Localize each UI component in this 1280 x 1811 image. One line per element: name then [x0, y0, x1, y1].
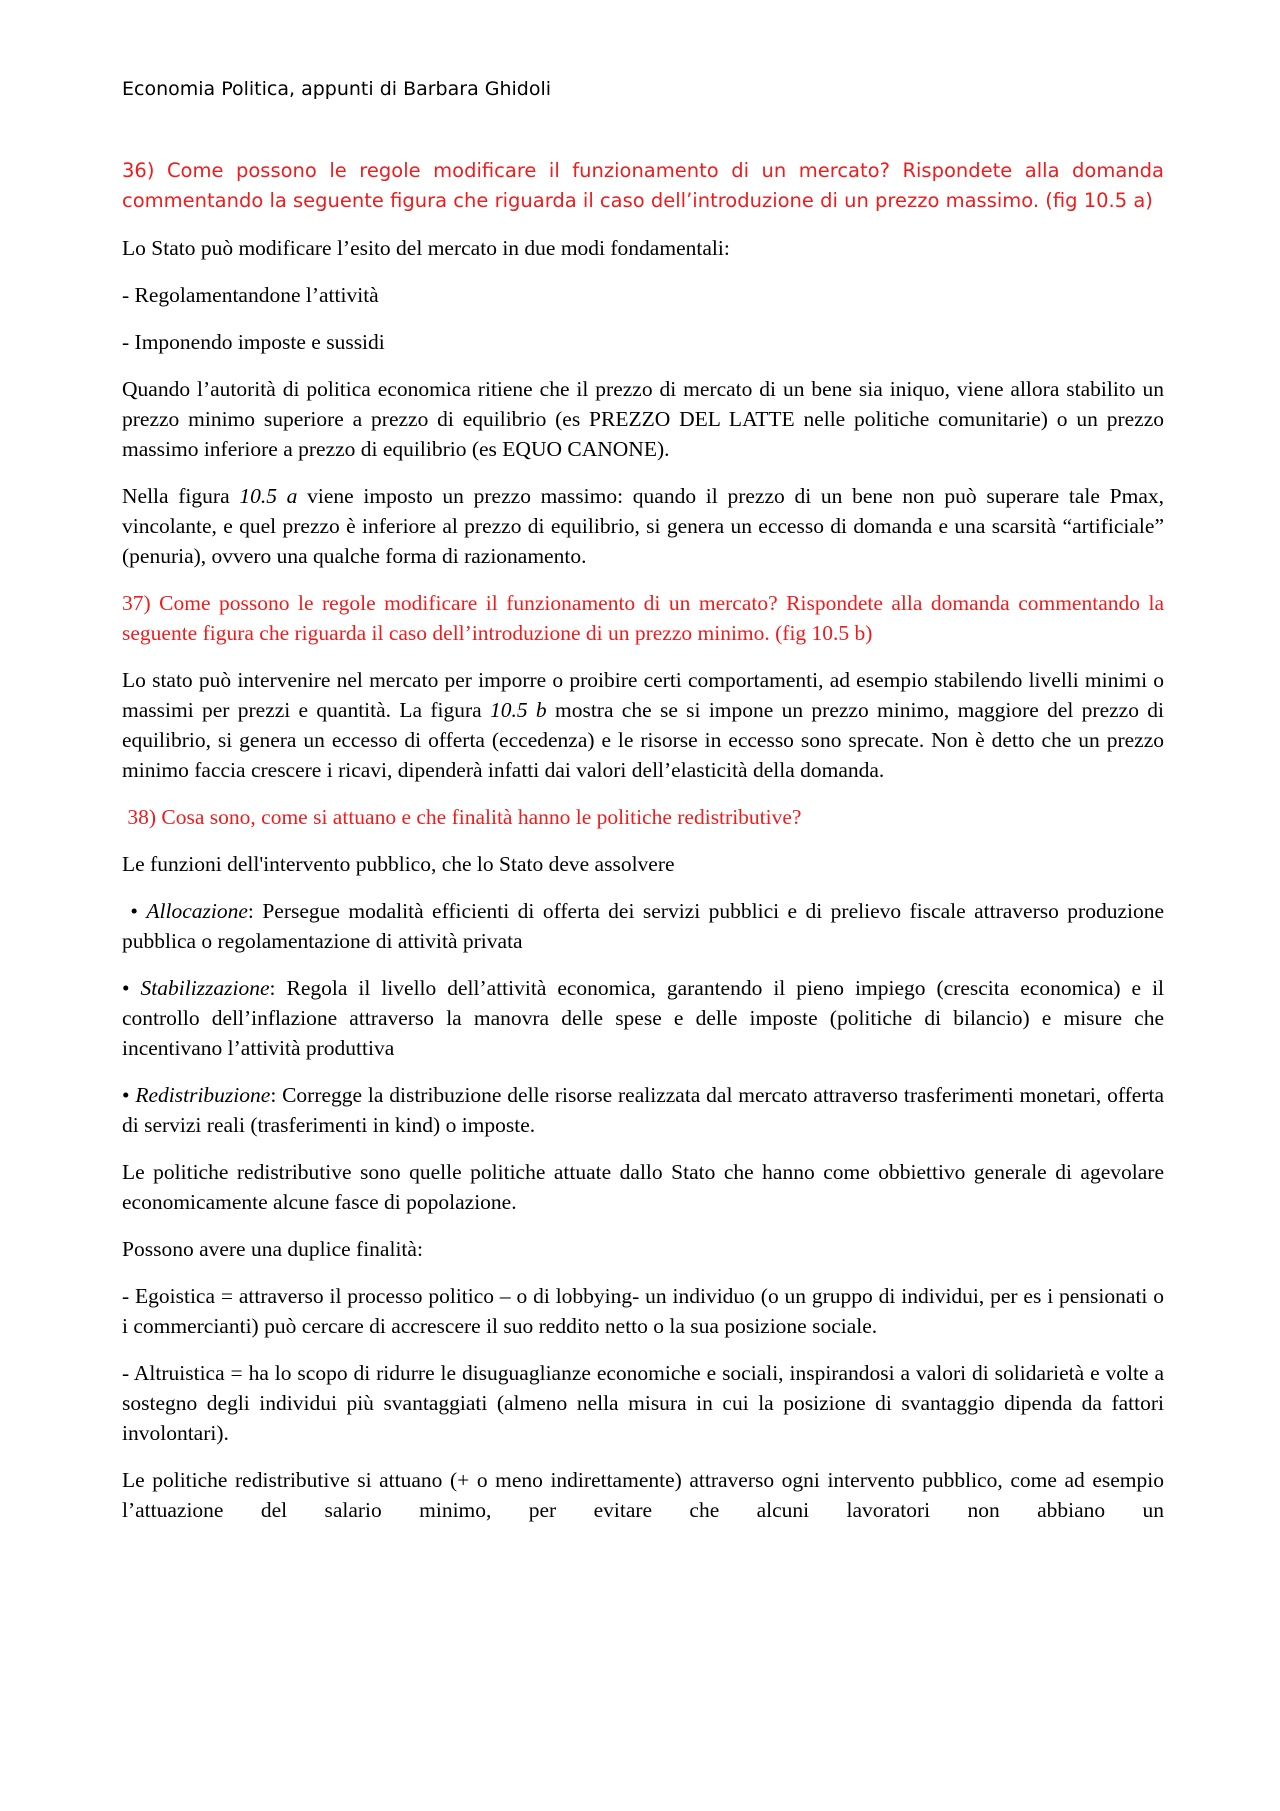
bullet: •: [122, 899, 147, 923]
finalita-altruistica: - Altruistica = ha lo scopo di ridurre le disuguaglianze economiche e sociali, inspirandosi a valori di solidarietà e volte a sostegno degli individui più svantaggiati (almeno nella misura in cui la posizione di svantaggio dipenda da fattori involontari).: [122, 1361, 1164, 1445]
term-allocazione: Allocazione: [146, 899, 248, 923]
function-redistribuzione: • Redistribuzione: Corregge la distribuzione delle risorse realizzata dal mercato attraverso trasferimenti monetari, offerta di servizi reali (trasferimenti in kind) o imposte.: [122, 1083, 1164, 1137]
figure-ref-10-5-a: 10.5 a: [239, 484, 298, 508]
answer-38-finalita-intro: Possono avere una duplice finalità:: [122, 1237, 423, 1261]
finalita-egoistica: - Egoistica = attraverso il processo politico – o di lobbying- un individuo (o un gruppo di individui, per es i pensionati o i commercianti) può cercare di accrescere il suo reddito netto o la sua posizione sociale.: [122, 1284, 1164, 1338]
answer-36-paragraph: Quando l’autorità di politica economica ritiene che il prezzo di mercato di un bene sia iniquo, viene allora stabilito un prezzo minimo superiore a prezzo di equilibrio (es PREZZO DEL LATTE nelle politiche comunitarie) o un prezzo massimo inferiore a prezzo di equilibrio (es EQUO CANONE).: [122, 377, 1164, 461]
term-redistribuzione: Redistribuzione: [135, 1083, 271, 1107]
function-allocazione: • Allocazione: Persegue modalità efficienti di offerta dei servizi pubblici e di prelievo fiscale attraverso produzione pubblica o regolamentazione di attività privata: [122, 899, 1165, 953]
term-stabilizzazione: Stabilizzazione: [140, 976, 270, 1000]
page-header: Economia Politica, appunti di Barbara Ghidoli: [122, 78, 552, 100]
answer-36-intro: Lo Stato può modificare l’esito del mercato in due modi fondamentali:: [122, 236, 730, 260]
bullet: •: [122, 1083, 136, 1107]
question-37: 37) Come possono le regole modificare il funzionamento di un mercato? Rispondete alla domanda commentando la seguente figura che riguarda il caso dell’introduzione di un prezzo minimo. (fig 10.5 b): [122, 591, 1164, 645]
document-body: [122, 156, 1164, 1542]
answer-38-attuazione: Le politiche redistributive si attuano (+ o meno indirettamente) attraverso ogni intervento pubblico, come ad esempio l’attuazione del salario minimo, per evitare che alcuni lavoratori non abbiano un: [122, 1468, 1164, 1522]
answer-38-intro: Le funzioni dell'intervento pubblico, che lo Stato deve assolvere: [122, 852, 675, 876]
figure-ref-10-5-b: 10.5 b: [489, 698, 547, 722]
function-stabilizzazione: • Stabilizzazione: Regola il livello dell’attività economica, garantendo il pieno impiego (crescita economica) e il controllo dell’inflazione attraverso la manovra delle spese e delle imposte (politiche di bilancio) e misure che incentivano l’attività produttiva: [122, 976, 1165, 1060]
answer-36-item-2: - Imponendo imposte e sussidi: [122, 330, 385, 354]
answer-36-figure-paragraph: Nella figura 10.5 a viene imposto un prezzo massimo: quando il prezzo di un bene non può superare tale Pmax, vincolante, e quel prezzo è inferiore al prezzo di equilibrio, si genera un eccesso di domanda e una scarsità “artificiale” (penuria), ovvero una qualche forma di razionamento.: [122, 484, 1164, 568]
answer-37-paragraph: Lo stato può intervenire nel mercato per imporre o proibire certi comportamenti, ad esempio stabilendo livelli minimi o massimi per prezzi e quantità. La figura 10.5 b mostra che se si impone un prezzo minimo, maggiore del prezzo di equilibrio, si genera un eccesso di offerta (eccedenza) e le risorse in eccesso sono sprecate. Non è detto che un prezzo minimo faccia crescere i ricavi, dipenderà infatti dai valori dell’elasticità della domanda.: [122, 668, 1164, 782]
question-38: 38) Cosa sono, come si attuano e che finalità hanno le politiche redistributive?: [122, 805, 802, 829]
answer-38-definition: Le politiche redistributive sono quelle politiche attuate dallo Stato che hanno come obbiettivo generale di agevolare economicamente alcune fasce di popolazione.: [122, 1160, 1164, 1214]
bullet: •: [122, 976, 141, 1000]
question-36: 36) Come possono le regole modificare il funzionamento di un mercato? Rispondete alla domanda commentando la seguente figura che riguarda il caso dell’introduzione di un prezzo massimo. (fig 10.5 a): [122, 159, 1164, 212]
answer-36-item-1: - Regolamentandone l’attività: [122, 283, 379, 307]
